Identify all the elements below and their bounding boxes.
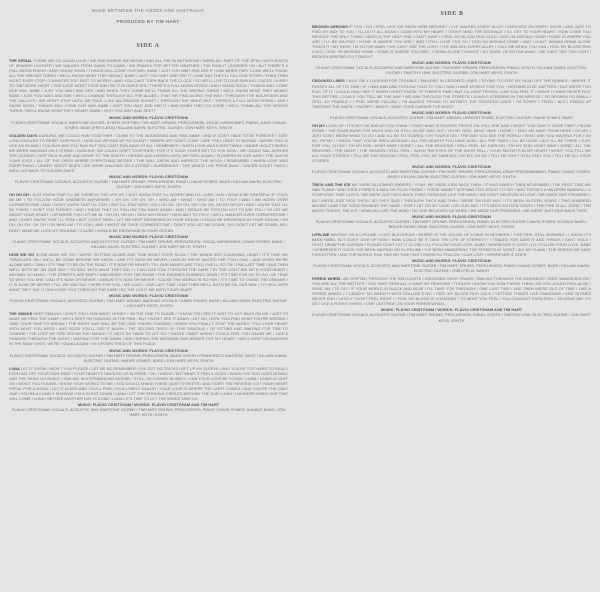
song-title: LUNA bbox=[9, 365, 20, 371]
song-lyrics-text: LOOK UP / IT'S NOT AS BAD AS YOU THINK / YOUR HEAD IS PLAYING TRICKS ON YOU, SHE SAID / WON'T YOU GIVE IT SOME TIME? / SLOW DOWN / THE ROAD RUNS FOR MILES AND I'M STILL ON MY WAY OUT / OH MY GOD, WHAT HAVE I DONE? / TAKE ME AWAY FROM HERE / OH MY, I JUST DON'T KNOW WHAT TO DO / AND I'LL BE SO SCARED / OH YOUR EYES / THE WAY YOU SEE THE WORLD / WHAT ARE YOU WAITING FOR / OH MY, OH MY / I KNOW THAT YOU'VE BEEN AROUND / ALL THE HEARTS YOU HAVE WON / ALL THE TIMES / I'LL BE GONE / BUT I'LL BE THERE / JUST FOR YOU, OH MY / OH MY GOD, WHAT HAVE I DONE? / ALL THE REASONS I STILL FEEL, MY DARLING / OH MY GOD, WHAT HAVE I DONE / ALL THE REASONS / THE NIGHT / THE REASON I STILL FEEL / WHEN THE EYES OF THE NIGHT FALL / YOUR SECRETS IN MY HEART / WON'T YOU TELL ME ALL YOUR STORIES / TELL ME THE REASON I STILL FEEL YOU, MY DARLING / OH MY, OH MY / TELL ME WHY I STILL FEEL YOU / TELL ME ALL YOUR STORIES bbox=[312, 122, 591, 164]
song-lyrics-text: DARLING, WE COULD RUN TOGETHER / CLIMB TO THE MOUNTAINS AND HIDE AWAY / AND IF DON'T HAVE TO BE FOREVER / JUST LONG ENOUGH TO RESET OUR PACE / HOW DID WE END UP SO SILENT / WHERE ART DON'T COME / ARE THEY USED TO BEHIND / MAYBE THIS IS LIKE AN ISLAND / YOU RUN AND YOU RUN BUT YOU CAN'T RUN AWAY AT ALL / REMEMBER / WHEN LOVE WAS EVERYTHING / UNDER VIOLET SKIES / WE WERE WALKING ON A STRING / DARLING, WE COULD DRIFT TOGETHER / FOR IT'S SOUR YEARS GET TO YOU NOW / WE COULD SAIL ACROSS THE OCEANS / HOP ON A PLANE AND DRIVE TO THE SOUTH / HIDDEN AND HIDDEN UNTIL WE FEEL AGAIN / FLOWERS IN OUR HAIR / THE SUN IN YOUR EYES / ALL OF THE OPEN WHERE EVERYTHING BEGINS / THE WILL GROW AND HARVEST THE MOON / REMEMBER / WHEN LOVE WAS EVERYTHING / UNDER VIOLET SKIES / WE WERE WALKING ON A STRING / SURRENDER / THE WINDS / MY PRIDE AWAY / UNDER VIOLET SKIES / WE'LL GO BACK TO GOLDEN DAYS bbox=[9, 132, 288, 173]
song-lyrics bbox=[312, 182, 591, 212]
song-lyrics bbox=[312, 78, 591, 108]
song-credits bbox=[312, 307, 591, 322]
song-title: OH OH OH bbox=[9, 192, 29, 198]
song-lyrics bbox=[312, 24, 591, 59]
song-credits bbox=[9, 402, 288, 417]
credit-writers: MUSIC AND WORDS: FLÁVIO CRISTÓVAM bbox=[109, 347, 188, 353]
credit-writers: MUSIC AND WORDS: FLÁVIO CRISTÓVAM bbox=[109, 114, 188, 120]
credit-performers: FLÁVIO CRISTÓVAM: VOCALS, ACOUSTIC AND BARITONE GUITAR / TIM HART: DRUMS, PERCUSSION, DRUM PROGRAMMING, PIANO / DAVID SYMES: BASS / KILLIAN GAVIN: ELECTRIC GUITAR / JON HART: KEYS, SYNTH bbox=[312, 169, 591, 180]
song-block bbox=[312, 24, 591, 75]
song-credits bbox=[312, 214, 591, 229]
song-title: GOLDEN DAYS bbox=[9, 132, 38, 138]
song-block bbox=[9, 311, 288, 362]
song-title: THE SMOKE bbox=[9, 311, 33, 317]
song-block bbox=[312, 232, 591, 273]
song-lyrics bbox=[9, 133, 288, 173]
song-title: CROOKED LINES bbox=[312, 78, 345, 84]
song-block bbox=[9, 133, 288, 190]
song-lyrics bbox=[9, 192, 288, 232]
song-title: LIFELINE bbox=[312, 231, 330, 237]
song-credits bbox=[9, 174, 288, 189]
song-block bbox=[312, 78, 591, 119]
song-credits bbox=[9, 234, 288, 249]
credit-performers: FLÁVIO CRISTÓVAM: VOCALS, ACOUSTIC AND ELECTRIC GUITAR / TIM HART: DRUMS, PERCUSSION, VOCAL HARMONIES / DAVID SYMES: BASS / KILLIAN GAVIN: ELECTRIC GUITAR / JON HART: KEYS, SYNTH bbox=[12, 238, 285, 249]
song-lyrics-text: THERE WE GO AGAIN LOVE / WE END WHERE WE BEGIN / AND ALL THE IN BETWEENS / WERE ALL PART OF THE SPIN / WITH BOOTS OF SPANISH LEATHER / WE WALKED FROM DAWN TO DAWN / WE PRAYED FOR BETTER WEATHER / THE RAIN IT LINGERED ON / BUT THERE'S A FULL MOON RISING / AND I KNOW SOON / THINGS WILL COME OUR WAY, BABE / JUST YOU WAIT AND SEE IT / AND WHEN THEY COME WE'LL THANK ALL THE WRONG TURNS / WE'LL KNOW WHAT THEY MEANT, BABE / JUST YOU WAIT AND SEE IT / ONE DAY THEY'LL FILL OUR STORY / THEN THEN WON'T EVER STOP / 3 MINUTES TOO FAST TO WORRY / AND YOU CAN'T TURN BACK THE CLOCK / SO WE'LL LIVE TO OUR SMILING / FACES, HURRY TO ONE MORE NIGHT / OUR LOVE WON'T EVER DIM / BE IT IN OUR EYES / THERE'S A FULL MOON RISING / AND I KNOW SOON / THINGS WILL COME OUR WAY, BABE / JUST YOU WAIT AND SEE / AND WHEN THEY COME WE'LL THANK ALL THE WRONG TURNS / WE'LL KNOW WHAT THEY MEANT, BABE / JUST YOU WAIT AND SEE / WE'LL CHANGE THROUGH ALL THE ALLIES / THAT WE FIND ALONG THE WAY / THROUGH THE MOUNTAINS AND THE VALLEYS / WE WON'T STOP UNTIL WE FADE / LIKE AN ORANGE SUNSET / THROUGH THE NIGHT SKY / THERE'S A FULL MOON RISING / AND I KNOW SOON / THINGS WILL COME OUR WAY, BABE / JUST YOU WAIT AND SEE IT / AND WHEN THEY DO COME / WE'LL THANK ALL THE WRONG TURNS / WE'LL KNOW WHAT THEY MEANT, BABE / JUST YOU WAIT AND SEE IT bbox=[9, 58, 288, 114]
credit-writers: MUSIC: FLÁVIO CRISTÓVAM / WORDS: FLÁVIO CRISTÓVAM AND TIM HART bbox=[77, 402, 220, 407]
song-credits bbox=[9, 115, 288, 130]
credit-writers: MUSIC AND WORDS: FLÁVIO CRISTÓVAM bbox=[412, 60, 491, 66]
credit-performers: FLÁVIO CRISTÓVAM: VOCALS, BARITONE GUITAR, SYNTH, RHYTHM / TIM HART: DRUMS, PERCUSSION, VOCAL HARMONIES, PIANO, JUNO / DAVID SYMES: BASS (FRETLESS) / KILLIAN GAVIN: ELECTRIC GUITAR / JON HART: KEYS, SYNTH bbox=[11, 119, 286, 130]
song-block bbox=[312, 182, 591, 228]
song-block bbox=[9, 252, 288, 309]
song-credits bbox=[9, 293, 288, 308]
song-credits bbox=[9, 348, 288, 363]
credit-writers: MUSIC AND WORDS: FLÁVIO CRISTÓVAM bbox=[412, 213, 491, 219]
credit-writers: MUSIC AND WORDS: FLÁVIO CRISTÓVAM bbox=[109, 233, 188, 239]
side-b-title: SIDE B bbox=[440, 11, 464, 17]
credit-performers: FLÁVIO CRISTÓVAM: VOCALS, ACOUSTIC GUITAR / TIM HART: DRUMS, PERCUSSION, PIANO, SYNTH / TIMOTHY LINK: ELECTRIC GUITAR / JON HART: KEYS, SYNTH bbox=[312, 312, 591, 323]
song-lyrics bbox=[9, 58, 288, 114]
side-a-title: SIDE A bbox=[136, 43, 160, 49]
song-credits bbox=[312, 258, 591, 273]
credit-writers: MUSIC AND WORDS: FLÁVIO CRISTÓVAM bbox=[412, 164, 491, 170]
song-block bbox=[9, 58, 288, 130]
song-block bbox=[9, 366, 288, 417]
song-lyrics-text: IF YOU / DO I FEEL LIKE I'VE BEEN HERE BEFORE? / I'VE WALKED EVERY ALLEY / KNOCKED ON EVERY DOOR / AND JUST TO FIND MY WAY TO YOU / I'LL DO IT ALL AGAIN / COME INTO MY HEART / I DON'T MIND THE DISTANCE / I'LL GET TO YOUR HEART / HOW COME YOU RECEIVE THE ONLY THING I NEED IS THE ONLY ONE I CAN'T HAVE / I FEEL MY BLOOD RUN COLD / GOD I'M MISSING HOME / HOME IS WHERE YOU ARE / I'LL BE WAITING / HOME IS WHERE YOU ARE / AND I STILL LOVE YOU SO / GOD I'M MISSING HOME / AND I DON'T WANNA DRINK ALONE TONIGHT / MY DEAR, I'M SO FAR AWAY / WE CAN'T SEE THE LIGHT / I'VE WALKED EVERY ALLEY / CALL ME WHEN YOU CAN / FEEL MY BLOOD RUN COLD / GOD, I'M MISSING HOME / HOME IS WHERE YOU ARE / I DRINK ALONE TONIGHT / MY DEAR, I'M SO FAR AWAY / WE CAN'T SEE THE LIGHT / BROKEN ARROWS FLY TONIGHT bbox=[312, 24, 591, 60]
song-lyrics-text: KEEP SMILING / DON'T YOU LOOK BACK, HONEY / I'M THE ONE TO BLAME / I KNOW YOU SEE IT JUST TO GET BACK ON ME / JUST TO MAKE ME FEEL THE SAME / WE'LL KEEP ON DANCING IN THE PAIN / BUT I WON'T SEE IT AGAIN / LET GO, UNTIL YOU FIND WHAT YOU'RE MISSING / TAKE YOUR TIME TO DREAM / THE RIGHT WAY WILL BE THE ONE YOU'RE CHASING / WHEN YOU FINALLY STOP THE BLEED / FILL YOUR HEART WITH WHAT YOU NEED / AND SOON YOU'LL SEE IT AGAIN / THE SECOND TIRED OF THIS SHUCKLE / OF SITTING AND WAITING FOR TIDE TO CHANGE / I'VE LOST MY FIRE WITHIN THE SMOKE / IT GETS SO HARD TO LET GO / SMOKE / BABY WHEN I COULD FEEL YOU HAUNT ME / LIKE A SHADOW THROUGH THE NIGHT / WAITING FOR THE DAWN / AND HOPING THE MORNING SUN BRINGS OUT MY HEART / WE'LL KEEP ON DANCING IN THE RAIN / UNTIL WE'RE YOUNG AGAIN / I'M GROWN TIRED OF THIS PLACE bbox=[9, 311, 288, 347]
song-lyrics bbox=[9, 311, 288, 346]
song-lyrics bbox=[312, 276, 591, 306]
song-lyrics-text: WE DRIFTED THROUGH THE RED LIGHTS / CROSSING OVER TRAINS / SMILING THROUGH THE DARKNESS / WE'D WANDERED ON / YOU ARE ALL THE BATTLES / YOU TAKE THEM ALL / I HAVE MY REASONS / THOUGH I KNOW YOU DON'T NEED THEM / SO YOU COULD FEEL ALIVE / WHAT AM I TO DO / IF YOUR WORLD IS BLACK AND BLUE / I'LL TAKE YOU THROUGH / ONE LAST TIME / AND THEN WE'RE OUT OF TIME / LIKE A FERRIS WHEEL / I CAUGHT MY BREATH WITH HOLLOW EYES / FEEL MY BLOOD RUN COLD / LETTING THINGS LIKE DIAMONDS / AND STONES NEVER END / LATELY I DON'T FEEL RIGHT / I FEEL MY BLOOD IS CHANGING / TO WHAT YOU FEEL / YOU COULDN'T EVEN FEEL / SO WHAT AM I TO DO / LIKE A FERRIS WHEEL / ONE LAST RIDE ON YOUR FERRIS WHEEL bbox=[312, 276, 591, 307]
song-lyrics bbox=[312, 232, 591, 257]
song-lyrics-text: I JUST KNOW THAT I'LL BE THERE IN THE LIFE MY / JUST KNOW THAT I'LL WORRY AND I'LL CARE / AND I WOULD BE GRATEFUL IF YOU'D BE ME / TO FOLLOW YOUR KINDNESS ANYWHERE / OH OH, OH OH, OH / WHO AM I WHAT / WHO AM I TO YOU? / AND I AM WORN OVER CORNERSTONE / AND I DON'T KNOW THAT I'LL STAY / BUT I'LL STAY WITH YOU / OH OH, OH OH, OH / OH OH, OH OH OH OH / AND I KNOW THAT I'LL BE THERE / DON'T YOU FORGET / AND I KNOW THAT I'LL FOLLOW YOU BACK AGAIN / AND I WOULD BE FOOLISH NOT TO ASK YOU / TO LET ME INSIDE YOUR HEART / OR MAYBE YOU LET ME IN / OH OH, OH OH / WHO AM I NOW? / WHO AM I TO YOU? / WE'LL WANDER OVER CORNERSTONE / AND I DON'T KNOW THAT I'LL STAY / BUT I DON'T MIND / LET ME KEEP DROWNING IN YOUR OCEAN / COULD BE DROWNING IN YOUR OCEAN / OH OH, OH OH, OH OH / OH WHO AM I TO YOU / AND I WON'T BE OVER CORNERSTONE / DON'T YOU LET ME DOWN, OH / DON'T LET ME DOWN, NO / DON'T MAKE ME LOSE MY GROUND / 'CAUSE I WOULD BE DROWNING IN YOUR OCEAN bbox=[9, 192, 288, 233]
credit-performers: FLÁVIO CRISTÓVAM: VOCALS, ACOUSTIC GUITAR / TIM HART: DRUMS, UPRIGHT PIANO, ELECTRIC GUITAR / DAVID SYMES: BASS bbox=[330, 114, 573, 120]
song-title: FERRIS WHEEL bbox=[312, 276, 342, 282]
song-lyrics-text: LET IT GROW / WON'T YOU PLEASE / LET ME BE REMEMBER / I'VE GOT NO TRICKS LEFT UP MY SLEEVE / AND YOU'RE TOO HARD TO READ / FIGHTING OFF YOUR OWN MIND / YOUR HEART'S TANGLED UP IN PRIDE / OH, I KNOW / BUT WHAT IT FEELS GOOD / WHEN THE SUN GOES DOWN / AND THE SKIES GO BLACK / SMILING IN A STRANGLING MOUND / STILL, I'M COMING BLINDLY / CAN YOUR LOVE BE FOUND / LUNA / LEAVE A LIGHT ON / WON'T YOU PLEASE / SHOW YOUR WORLD TO ME / YOU COULD SHAKE THESE QUIET STREETS / AND START THE REVERIE / LET YOUR HEART SPEAK FOR A WHILE / LET IT BLEED AND YOU'LL FIND / I'M A LONELY SAILOR / YOUR LOVE IS WHERE THE LIGHT COMES / AND YOU'RE THE ONLY ONE / YOU'RE A LONELY SHADOW / I'M A SCENT DOWN / LUNA / LET THE SPINNING CIRCLES AROUND THE SUN / LUNA / I WONDER WHEN OUR TIME WILL COME / LUNA / BEFORE ANOTHER DAY IS DONE / LUNA / IT'S TIME TO LET THE WINDS TAKE US bbox=[9, 365, 288, 401]
song-title: OH MY bbox=[312, 122, 325, 128]
credit-writers: MUSIC AND WORDS: FLÁVIO CRISTÓVAM bbox=[412, 258, 491, 264]
song-credits bbox=[312, 164, 591, 179]
credit-writers: MUSIC AND WORDS: FLÁVIO CRISTÓVAM bbox=[109, 293, 188, 299]
song-title: TRICK AND THE ICE bbox=[312, 182, 351, 188]
song-lyrics-text: WAITING ON A LIFELINE / LOST IN A DREAM / WHERE IS THE SOUND OF A RAIN IN BETWEEN / THIS FIRE, STILL BURNING / I KNOW IT'S BEEN HARD, BUT DON'T GIVE UP NOW / HOW COULD BE IT TAKE THE LIFE OF ETERNITY? / TRADED FOR SAFETY AND THINGS I CAN'T HOLD / DON'T DRAW THE CURTAIN / PLEASE DON'T LET IT CLOSE / I'LL FOLLOW YOUR LOVE, BABE / WHEREVER IT GOES / I'LL FOLLOW YOUR LOVE, BABE / WHEREVER IT GOES / I'VE BEEN WAITING ON A LIFELINE / I'VE BEEN WANDERING THE STREETS AT NIGHT / ALL MY PLANS / THE WORDS WE HAVE FORGOTTEN / AND THE WORLD THAT HAS NO TIME / BUT I KNOW I'LL FOLLOW YOUR LOVE / WHEREVER IT GOES bbox=[312, 231, 591, 257]
song-title: HOW WE GO bbox=[9, 251, 35, 257]
header-tagline: MADE BETWEEN THE ANDES AND AUSTRALIA bbox=[91, 8, 205, 13]
credit-performers: FLÁVIO CRISTÓVAM: VOCALS, ACOUSTIC GUITAR / TIM HART: DRUMS, BACKING VOCALS / DAVID SYMES: BASS / KILLIAN GAVIN: ELECTRIC GUITAR / JON HART: KEYS, SYNTH bbox=[10, 298, 287, 309]
song-lyrics-text: SLOW AWAY WE GO / WE'RE GETTING OLDER AND TIME WON'T EVER SLOW / THE WINDS ARE CHANGING, DEAR / IT'S TIME WE TRAVELLED ON / WE'LL BE GONE BEFORE WE KNOW / AND IT'S NOW OR NEVER / DARLIN' WE'VE WAITED FAR TOO LONG / AND WHEN WE'RE ALONE WE'LL SING / IT'S TIME TO BE ON THE ROAD / IT'S NOW OR NEVER / TILL OUR NAMES ARE TOLD / WE'LL GO ON / ONE LAST TIME / AND THEN WE'LL BOTH BE ON OUR WAY / TO HELL WITH WHAT THEY SAY / I CAN LEAD YOU THROUGH THE DARK / BY THE LIGHT WE WITH YOUR HEART / ANYWAY, SO MANY / THE STREETS ARE EMPTY AND READY FOR THE SHOW / THE ENGINE'S RUNNING, DEAR / IT'S TIME FOR US TO GO / BE TRUE TO WHO YOU ARE / AND IT'S NOW OR NEVER / DARLIN' IT'S NOW OR NEVER / 'CAUSE THE WORLD IS SO FAR / IT'S TIME TO CHASE THE DREAMS / IT IS NOW OR NEVER / TILL WE WAITING / HERE FOR YOU / WE LOVE / ONE LAST TIME / AND THEN WE'LL BOTH BE ON OUR WAY / TO HELL WITH WHAT THEY SAY / I CAN GUIDE YOU THROUGH THE DARK / BY THE LIGHT WE WITH YOUR HEART bbox=[9, 251, 288, 293]
song-title: THE SPINAL bbox=[9, 58, 33, 63]
side-a-column bbox=[9, 58, 288, 420]
song-block bbox=[312, 276, 591, 322]
credit-writers: MUSIC: FLÁVIO CRISTÓVAM / WORDS: FLÁVIO CRISTÓVAM AND TIM HART bbox=[380, 307, 523, 313]
credit-performers: FLÁVIO CRISTÓVAM: VOCALS, ACOUSTIC GUITAR / TIM HART: DRUMS, PERCUSSION, PIANO, ELECTRIC GUITAR / DAVID SYMES: DOUBLE BASS / BRUCE PAYNE-TANK: ELECTRIC GUITAR / JON HART: KEYS, SYNTH bbox=[315, 218, 588, 229]
song-credits bbox=[312, 110, 591, 120]
credit-performers: FLÁVIO CRISTÓVAM: VOCALS, ACOUSTIC GUITAR / TIM HART: DRUMS, PERCUSSION, BASS, SYNTH / FRANCESCO SANTESE: BASS / KILLIAN GAVIN: ELECTRIC GUITAR / ANDRÉ GOMES: BASS / JON HART: KEYS, SYNTH bbox=[9, 352, 288, 363]
header-producer: PRODUCED BY TIM HART bbox=[116, 19, 180, 24]
song-lyrics-text: WE WERE BLOOMING EMBERS / YEAH, WE WERE KIDS BACK THEN / IT WAS MARCH THEN NOVEMBER / THE FIRST TIME WE HAD PLANS / AND THEN THERE'S A MAN ON YOUR PHONE / THERE WASN'T NOTHING TOO GREAT TO SAY / AND THERE'S A WILDFIRE BURNING / A SYMPHONY THAT LASTS / WE WERE JUST KIDS BACK THEN / HOWLING LIKE THE WIND / WE DON'T BELIEVED IN LOVE / WE MADE OUR PROMISES / BUT WE'RE JUST KIDS THEN / SO THEY SAID / THROUGH THICK AND THIN / WE'RE ON OUR WAY / IT'S BEEN SIXTEEN YEARS / TWO HUNDRED MOONS / AND THE SONG REMAINS THE SAME / DON'T LET GO MY LOVE / ON OUR WAY / IT'S BEEN SIXTEEN YEARS / THE FIRE IS ALL GONE / THE MAGIC TRICKS, THE ICE / HOWLING LIKE THE WIND / NO ONE BELIEVED US WHEN / WE MADE OUR PROMISES / WE WERE JUST KIDS BACK THEN bbox=[312, 182, 591, 213]
song-block bbox=[312, 123, 591, 180]
credit-writers: MUSIC AND WORDS: FLÁVIO CRISTÓVAM bbox=[412, 109, 491, 115]
side-b-column bbox=[312, 24, 591, 326]
credit-writers: MUSIC AND WORDS: FLÁVIO CRISTÓVAM bbox=[109, 174, 188, 180]
credit-performers: FLÁVIO CRISTÓVAM: VOCALS, ACOUSTIC AND BARITONE GUITAR / TIM HART: DRUMS, PERCUSSION, PIANO / DAVID SYMES: DOUBLE BASS / JON HART: KEYS, SYNTH bbox=[11, 407, 286, 418]
song-block bbox=[9, 192, 288, 249]
song-lyrics-text: I WAS ONLY LOOKING FOR TROUBLE / WALKING IN CROOKED LINES / TRYING TO KEEP MY HEAD OFF THE RUBBLE / WHERE IT PASSES ALL OF ITS TIME / IF I WAS BAD AND FOOLISH TOLD TO YOU / AND I HAVE MYSELF FOR YOU / NOTHING ELSE MATTERS / BUT WE'RE TOO FULL OF IT / COULD ONLY SEE IT WHEN I DON'T KNOW / IF THERE'S TIME / BUT I'LL KEEP TRYING / CAN YOU FEEL IT / MIGHT / I HAVE NEVER FELT THIS BEFORE / COULD YOU TELL ME THE WAY / WE RAN THROUGH THE STREETS / ALWAYS STEERING IN THE BREEZE / SO BROKEN SO SMALL / STILL SO FRAGILE / I FEEL WE'RE FALLING / I'M ALWAYS TRYING TO UNTWIST THE CROOKED LINES / I'M SORRY I TRIED / BUT I ENDED UP TWISTING THE KNIFE / I WORRY / MIGHT / HAVE GONE DARKER THE NIGHT bbox=[312, 78, 591, 109]
credit-performers: FLÁVIO CRISTÓVAM: VOCALS, ACOUSTIC AND BARITONE GUITAR / TIM HART: DRUMS, PERCUSSION, PIANO, SYNTH / KILLIAN GAVIN: ELECTRIC GUITAR / TIMOTHY LINK: ELECTRIC GUITAR / JON HART: KEYS, SYNTH bbox=[316, 65, 587, 76]
song-lyrics bbox=[9, 366, 288, 401]
song-lyrics bbox=[312, 123, 591, 163]
song-lyrics bbox=[9, 252, 288, 292]
song-title: BROKEN ARROWS bbox=[312, 24, 348, 29]
credit-performers: FLÁVIO CRISTÓVAM: VOCALS, ACOUSTIC GUITAR / TIM HART: DRUMS, PERCUSSION, PIANO / DAVID SYMES: BASS / KILLIAN GAVIN: ELECTRIC GUITAR / JON HART: KEYS, SYNTH bbox=[15, 179, 282, 190]
song-credits bbox=[312, 60, 591, 75]
credit-performers: FLÁVIO CRISTÓVAM: VOCALS, ACOUSTIC AND BARITONE GUITAR / TIM HART: DRUMS, PERCUSSION, PIANO / DAVID SYMES: BASS / KILLIAN GAVIN: ELECTRIC GUITAR / JOÃO FÉLIX: BANJO bbox=[313, 263, 590, 274]
